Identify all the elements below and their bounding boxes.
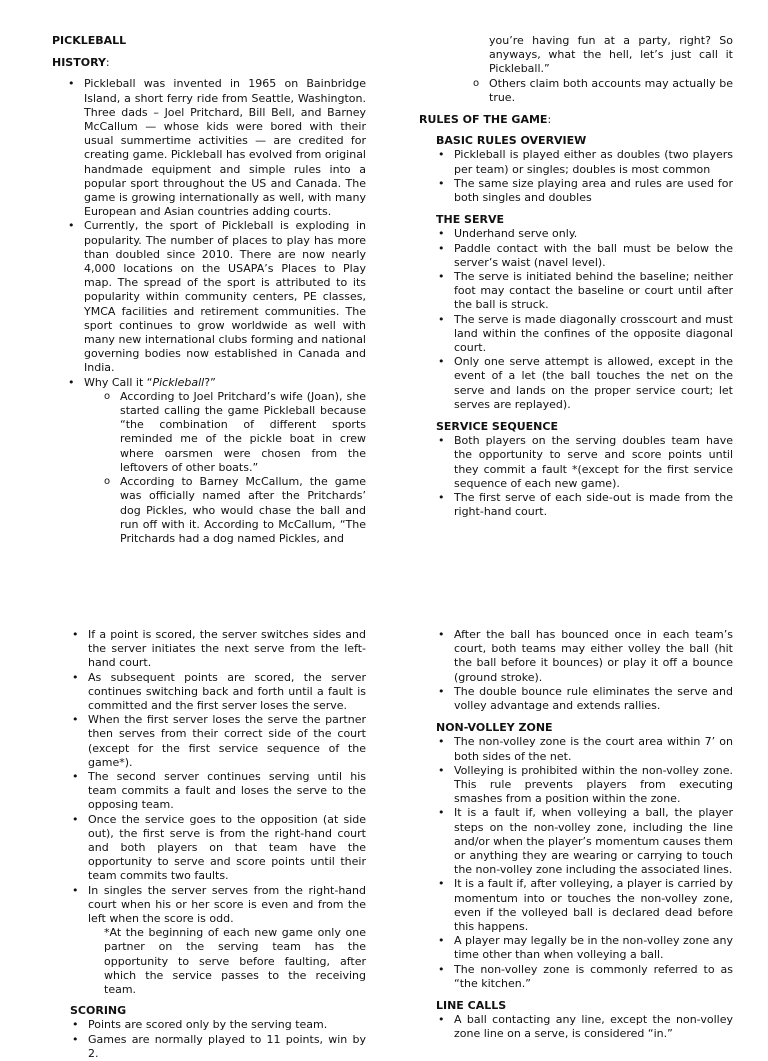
list-item: • As subsequent points are scored, the server continues switching back and forth until a fault is committed and the first server loses the serve. [70,671,366,714]
list-item: • Pickleball was invented in 1965 on Bainbridge Island, a short ferry ride from Seattle, Washington. Three dads – Joel Pritchard, Bill Bell, and Barney McCallum — whose kids were bored with their usual summertime activities — are credited for creating game. Pickleball has evolved from original handmade equipment and simple rules into a popular sport throughout the US and Canada. The game is growing internationally as well, with many European and Asian countries adding courts. [66,77,366,219]
section-heading: LINE CALLS [436,999,507,1013]
section-heading: BASIC RULES OVERVIEW [436,134,587,148]
history-column [52,34,366,546]
rules-body [436,134,733,519]
list-item: • The same size playing area and rules are used for both singles and doubles [436,177,733,205]
list-item: • The serve is initiated behind the baseline; neither foot may contact the baseline or court until after the ball is struck. [436,270,733,313]
section-heading: THE SERVE [436,213,504,227]
list-item: • Once the service goes to the opposition (at side out), the first serve is from the right-hand court and both players on that team have the opportunity to serve and score points until their team commits two faults. [70,813,366,884]
list-item: • The double bounce rule eliminates the serve and volley advantage and extends rallies. [436,685,733,713]
list-item: • The first serve of each side-out is made from the right-hand court. [436,491,733,519]
list-item: • The non-volley zone is commonly referred to as “the kitchen.” [436,963,733,991]
list-item: • Underhand serve only. [436,227,733,241]
scoring-list [70,1018,366,1061]
list-item: • If a point is scored, the server switches sides and the server initiates the next serve from the left-hand court. [70,628,366,671]
page-title: PICKLEBALL [52,34,127,47]
section-heading: SERVICE SEQUENCE [436,420,558,434]
first-game-note: *At the beginning of each new game only one partner on the serving team has the opportunity to serve before faulting, after which the service passes to the receiving team. [104,926,366,997]
section-heading: SCORING [70,1004,127,1018]
list-item: • It is a fault if, when volleying a ball, the player steps on the non-volley zone, including the line and/or when the player’s momentum causes them or anything they are wearing or carrying to touch the non-volley zone including the associated lines. [436,806,733,877]
bounce-list [436,628,733,713]
history-heading: HISTORY: [52,56,110,70]
list-item: • Currently, the sport of Pickleball is exploding in popularity. The number of places to play has more than doubled since 2010. There are now nearly 4,000 locations on the USAPA’s Places to Play map. The spread of the sport is attributed to its popularity within community centers, PE classes, YMCA facilities and retirement communities. The sport continues to grow worldwide as well with many new international clubs forming and national governing bodies now established in Canada and India. [66,219,366,375]
list-item: • Points are scored only by the serving team. [70,1018,366,1032]
list-item: • When the first server loses the serve the partner then serves from their correct side of the court (except for the first service sequence of the game*). [70,713,366,770]
list-item: • Pickleball is played either as doubles (two players per team) or singles; doubles is most common [436,148,733,176]
list-item: • A ball contacting any line, except the non-volley zone line on a serve, is considered “in.” [436,1013,733,1041]
list-item: o Others claim both accounts may actually be true. [471,77,733,105]
list-item: • Paddle contact with the ball must be below the server’s waist (navel level). [436,242,733,270]
list-item: • Games are normally played to 11 points, win by 2. [70,1033,366,1061]
list-item: • The serve is made diagonally crosscourt and must land within the confines of the opposite diagonal court. [436,313,733,356]
rules-heading: RULES OF THE GAME: [419,113,552,127]
list-item: • Volleying is prohibited within the non-volley zone. This rule prevents players from executing smashes from a position within the zone. [436,764,733,807]
continuation-text: you’re having fun at a party, right? So anyways, what the hell, let’s just call it Pickleball.” [489,34,733,76]
rules-column [419,34,733,520]
list-item: • Only one serve attempt is allowed, except in the event of a let (the ball touches the net on the serve and lands on the proper service court; let serves are replayed). [436,355,733,412]
list-item: • It is a fault if, after volleying, a player is carried by momentum into or touches the non-volley zone, even if the volleyed ball is declared dead before this happens. [436,877,733,934]
basic-list [436,148,733,205]
continuation-list [471,34,733,105]
list-item: • In singles the server serves from the right-hand court when his or her score is even and from the left when the score is odd. [70,884,366,927]
serve-list [436,227,733,412]
nvz-list [436,735,733,991]
why-sublist [102,390,366,546]
volley-column [436,628,733,1042]
list-item: • After the ball has bounced once in each team’s court, both teams may either volley the ball (hit the ball before it bounces) or play it off a bounce (ground stroke). [436,628,733,685]
sequence-list [436,434,733,519]
list-item: • A player may legally be in the non-volley zone any time other than when volleying a ball. [436,934,733,962]
line-calls-list [436,1013,733,1041]
list-item: • The second server continues serving until his team commits a fault and loses the serve to the opposing team. [70,770,366,813]
history-list [66,77,366,389]
list-item-why: • Why Call it “Pickleball?” [66,376,366,390]
list-item: • The non-volley zone is the court area within 7’ on both sides of the net. [436,735,733,763]
serving-column [70,628,366,1061]
list-item: • Both players on the serving doubles team have the opportunity to serve and score points until they commit a fault *(except for the first service sequence of each new game). [436,434,733,491]
list-item: o According to Joel Pritchard’s wife (Joan), she started calling the game Pickleball because “the combination of different sports reminded me of the pickle boat in crew where oarsmen were chosen from the leftovers of other boats.” [102,390,366,475]
serving-list [70,628,366,926]
list-item: o According to Barney McCallum, the game was officially named after the Pritchards’ dog Pickles, who would chase the ball and run off with it. According to McCallum, “The Pritchards had a dog named Pickles, and [102,475,366,546]
section-heading: NON-VOLLEY ZONE [436,721,553,735]
